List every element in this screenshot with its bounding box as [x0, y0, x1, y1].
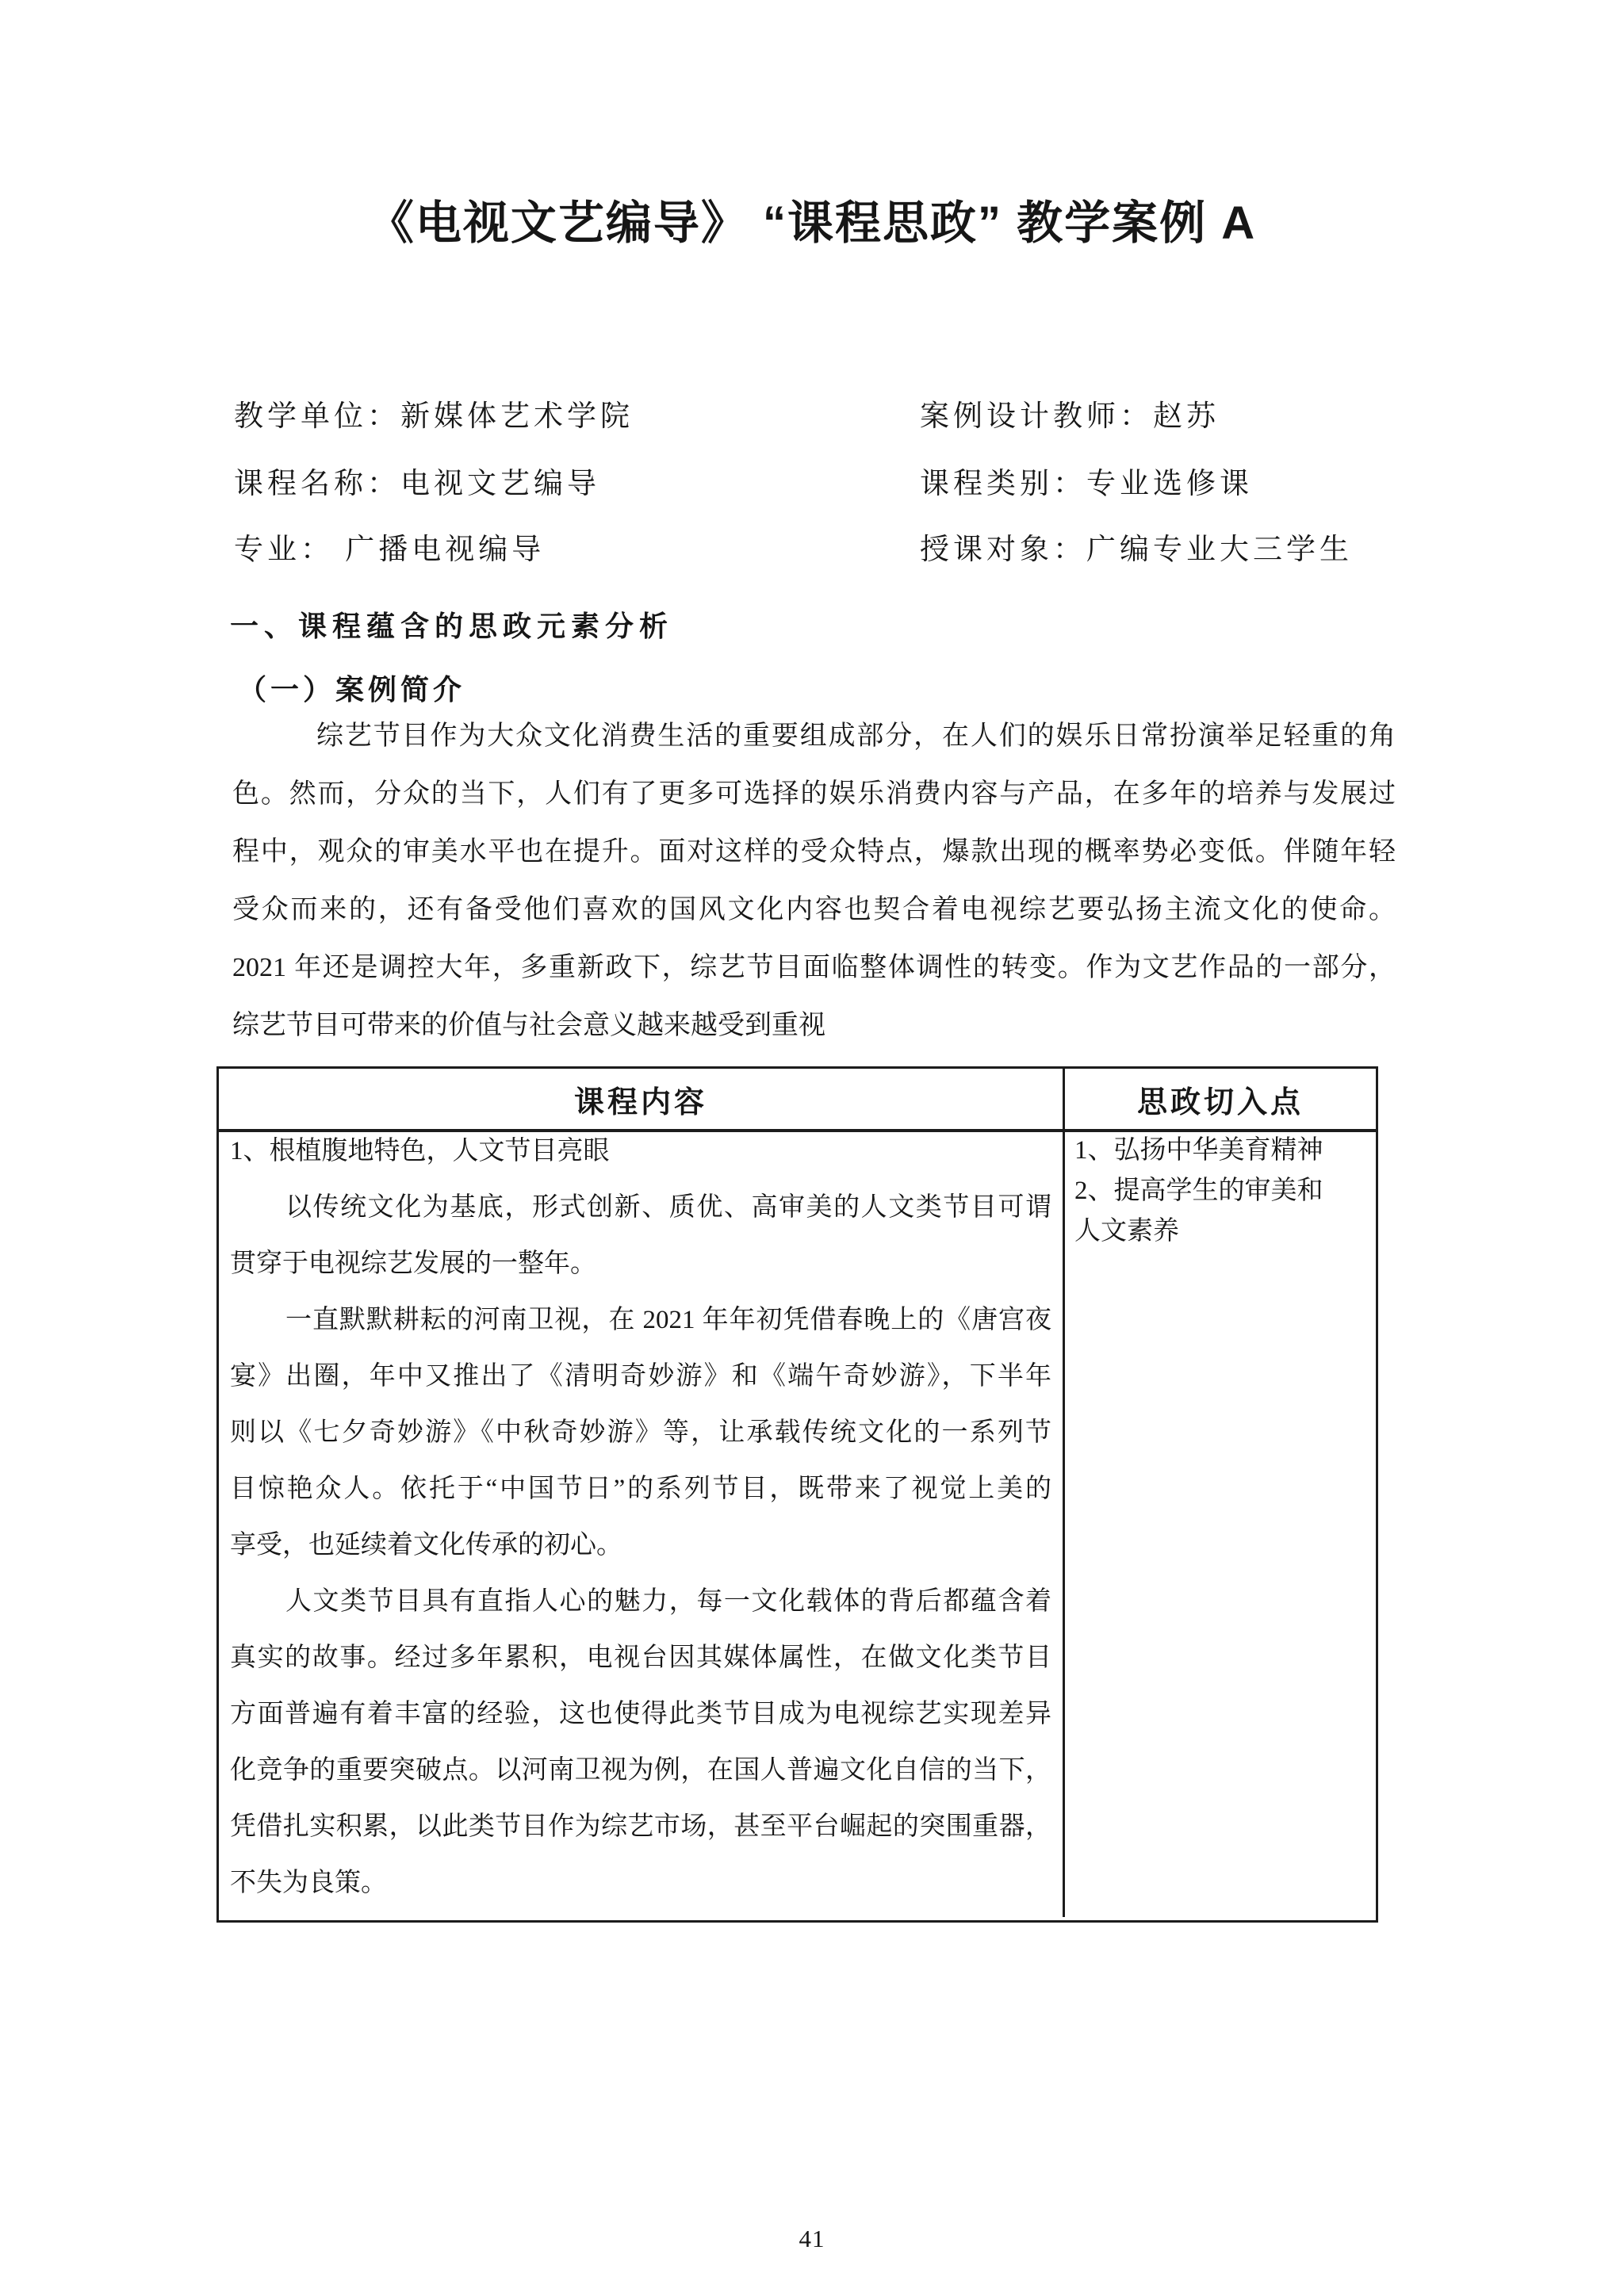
course-content-table [216, 1066, 1378, 1923]
text-line: 目惊艳众人。依托于“中国节日”的系列节目，既带来了视觉上美的 [230, 1475, 1051, 1503]
text-line: 方面普遍有着丰富的经验，这也使得此类节目成为电视综艺实现差异 [230, 1700, 1051, 1728]
text-line: 色。然而，分众的当下，人们有了更多可选择的娱乐消费内容与产品，在多年的培养与发展过 [232, 779, 1396, 809]
course-type-field: 课程类别：专业选修课 [920, 468, 1253, 500]
table-header-course-content: 课程内容 [219, 1069, 1065, 1129]
teaching-unit-field: 教学单位：新媒体艺术学院 [234, 400, 634, 433]
text-line: 以传统文化为基底，形式创新、质优、高审美的人文类节目可谓 [285, 1193, 1051, 1222]
page-number: 41 [799, 2225, 825, 2252]
section-heading: 一、课程蕴含的思政元素分析 [230, 610, 674, 642]
text-line: 则以《七夕奇妙游》《中秋奇妙游》等，让承载传统文化的一系列节 [230, 1418, 1051, 1447]
meta-row-3 [234, 532, 1400, 572]
text-line: 综艺节目可带来的价值与社会意义越来越受到重视 [232, 1011, 825, 1040]
text-line: 真实的故事。经过多年累积，电视台因其媒体属性，在做文化类节目 [230, 1644, 1051, 1672]
text-line: 人文类节目具有直指人心的魅力，每一文化载体的背后都蕴含着 [285, 1587, 1051, 1616]
meta-row-2 [234, 466, 1400, 506]
text-line: 2021 年还是调控大年，多重新政下，综艺节目面临整体调性的转变。作为文艺作品的一部分， [232, 953, 1396, 982]
text-line: 程中，观众的审美水平也在提升。面对这样的受众特点，爆款出现的概率势必变低。伴随年轻 [232, 837, 1396, 867]
intro-paragraph [232, 707, 1396, 1054]
text-line: 享受，也延续着文化传承的初心。 [230, 1531, 622, 1559]
table-header-ideology-entry: 思政切入点 [1136, 1085, 1304, 1119]
target-students-field: 授课对象：广编专业大三学生 [920, 534, 1353, 566]
document-title: 《电视文艺编导》 “课程思政” 教学案例 A [367, 197, 1257, 249]
text-line: 1、根植腹地特色，人文节目亮眼 [230, 1137, 610, 1165]
text-line: 综艺节目作为大众文化消费生活的重要组成部分，在人们的娱乐日常扮演举足轻重的角 [316, 721, 1396, 751]
major-field: 专业： 广播电视编导 [234, 534, 546, 566]
course-name-field: 课程名称：电视文艺编导 [234, 468, 600, 500]
text-line: 不失为良策。 [230, 1869, 387, 1897]
table-header-row [219, 1069, 1376, 1132]
text-line: 一直默默耕耘的河南卫视，在 2021 年年初凭借春晚上的《唐宫夜 [285, 1306, 1051, 1334]
text-line: 受众而来的，还有备受他们喜欢的国风文化内容也契合着电视综艺要弘扬主流文化的使命。 [232, 895, 1396, 924]
ideology-entry-lines [1074, 1131, 1366, 1252]
case-designer-field: 案例设计教师：赵苏 [920, 400, 1220, 433]
text-line: 凭借扎实积累，以此类节目作为综艺市场，甚至平台崛起的突围重器， [230, 1812, 1051, 1841]
subsection-heading: （一）案例简介 [238, 674, 466, 706]
table-body-row [219, 1132, 1376, 1917]
text-line: 人文素养 [1074, 1217, 1179, 1246]
text-line: 贯穿于电视综艺发展的一整年。 [230, 1249, 596, 1278]
text-line: 化竞争的重要突破点。以河南卫视为例，在国人普遍文化自信的当下， [230, 1756, 1051, 1785]
course-content-lines [230, 1123, 1051, 1911]
text-line: 2、提高学生的审美和 [1074, 1177, 1323, 1205]
text-line: 宴》出圈，年中又推出了《清明奇妙游》和《端午奇妙游》，下半年 [230, 1362, 1051, 1391]
meta-row-1 [234, 399, 1400, 438]
table-cell-course-content [219, 1132, 1065, 1917]
table-cell-ideology-entry [1065, 1132, 1376, 1917]
text-line: 1、弘扬中华美育精神 [1074, 1136, 1323, 1165]
